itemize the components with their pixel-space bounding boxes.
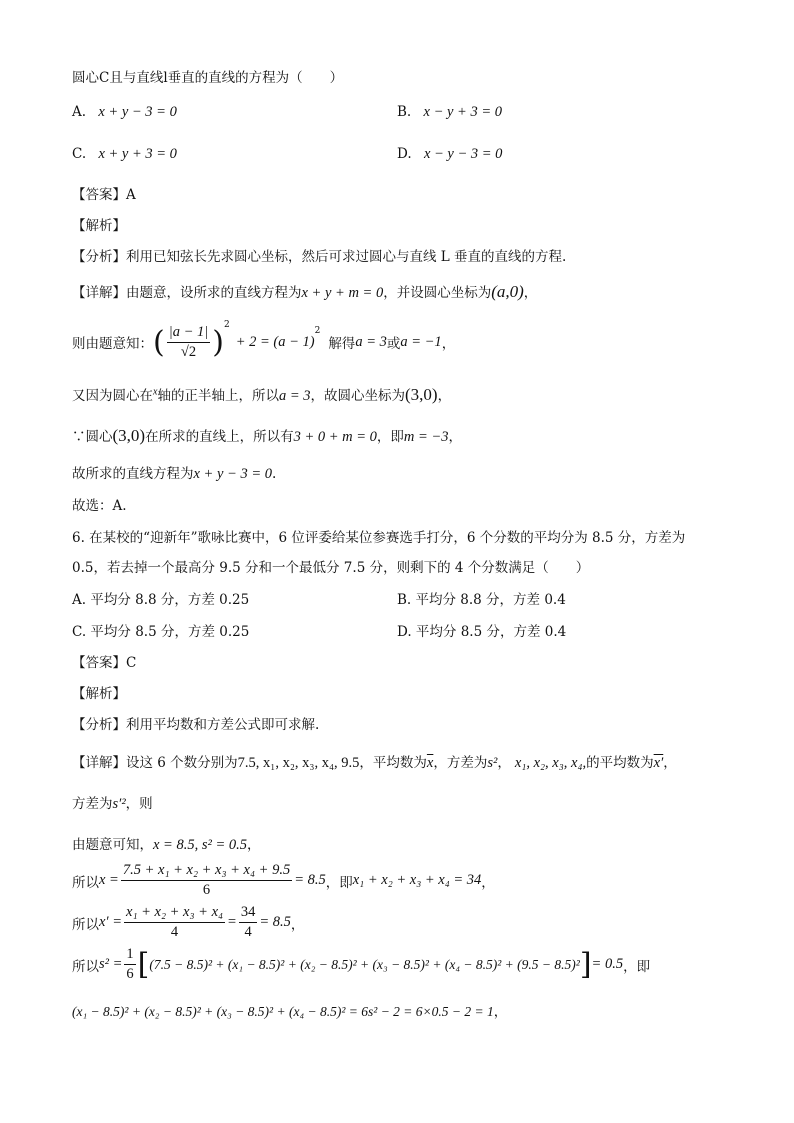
step-5-eq: x + y − 3 = 0 (193, 466, 272, 482)
formula-line-4-rhs: = 0.5 (591, 956, 624, 972)
xiangjie-6-b: ，平均数为 (359, 755, 427, 771)
formula-line-5-end: ， (493, 1004, 508, 1020)
formula-line-1-end: ， (247, 837, 261, 853)
xiangjie-5-coord: (a,0) (491, 282, 524, 301)
xiangjie-6-f: ， (663, 755, 677, 771)
question-6-stem-2: 0.5，若去掉一个最高分 9.5 分和一个最低分 7.5 分，则剩下的 4 个分数满足（ ） (72, 560, 590, 576)
fenxi-5: 【分析】利用已知弦长先求圆心坐标，然后可求过圆心与直线 L 垂直的直线的方程. (72, 249, 567, 265)
formula-line-3-rhs: = 8.5 (259, 914, 291, 930)
xiangjie-6 (72, 751, 677, 772)
formula-line-2-lhs: x = (99, 872, 119, 888)
step-4-b: 在所求的直线上，所以有 (145, 429, 294, 445)
fenxi-6: 【分析】利用平均数和方差公式即可求解. (72, 717, 320, 733)
step-4-end: ， (448, 429, 462, 445)
formula-line-2-num: 7.5 + x₁ + x₂ + x₃ + x₄ + 9.5 (121, 862, 292, 881)
step-2-sol2: a = −1 (400, 333, 442, 350)
option-b-label: B. (397, 104, 412, 120)
formula-line-3-lhs: x′ = (99, 914, 123, 930)
step-3-x: x (153, 386, 158, 398)
step-5 (72, 462, 276, 483)
xiangjie-5-pre: 【详解】由题意，设所求的直线方程为 (72, 285, 302, 301)
formula-line-1 (72, 833, 261, 854)
xiangjie-6-xbar: $\overline{x}$ (426, 755, 434, 771)
option-a-text: x + y − 3 = 0 (98, 104, 177, 120)
formula-line-2 (72, 862, 495, 899)
formula-line-3-den2: 4 (244, 924, 252, 940)
formula-line-3-a: 所以 (72, 916, 99, 933)
xiangjie-6-s2: s² (487, 755, 498, 771)
formula-line-4-den: 6 (126, 966, 134, 982)
step-4-m: m = −3 (403, 429, 449, 445)
xiangjie-6-c: ，方差为 (433, 755, 488, 771)
answer-5: 【答案】A (72, 187, 136, 203)
option-c (72, 146, 177, 163)
step-2-end: ， (441, 336, 456, 352)
choose-5: 故选：A. (72, 498, 127, 514)
xiangjie-6-nums2: x₁, x₂, x₃, x₄, (514, 755, 587, 771)
step-4-eq: 3 + 0 + m = 0 (293, 429, 377, 445)
step-2: 则由题意知： ( $\frac{|a - 1|}{√2}$ ) $^2$ + 2 = (a − 1) $^2$ 解得 a = 3 或 a = −1 ， (72, 320, 456, 360)
step-3-a: 又因为圆心在 (72, 388, 153, 404)
formula-line-1-eq: x = 8.5, s² = 0.5 (153, 837, 247, 853)
formula-line-3-num: x₁ + x₂ + x₃ + x₄ (124, 904, 225, 923)
step-4-coord: (3,0) (112, 426, 146, 445)
xiangjie-6-line2-a: 方差为 (72, 796, 113, 812)
step-3-end: ， (437, 388, 452, 404)
question-5-stem: 圆心C且与直线l垂直的直线的方程为（ ） (72, 70, 344, 86)
step-3-aval: a = 3 (278, 388, 311, 404)
step-4-c: ，即 (376, 429, 404, 445)
step-2-sol1: a = 3 (355, 333, 387, 350)
answer-6: 【答案】C (72, 655, 137, 671)
xiangjie-6-d: ， (497, 755, 511, 771)
formula-line-2-end: ， (481, 874, 495, 891)
analysis-title-5: 【解析】 (72, 218, 126, 234)
xiangjie-6-line2 (72, 792, 153, 813)
formula-line-3-frac (124, 904, 225, 941)
step-2-frac-den: √2 (180, 343, 197, 360)
xiangjie-6-line2-s: s′² (112, 796, 126, 812)
formula-line-2-rhs: = 8.5 (294, 872, 326, 888)
formula-line-3-mid: = (227, 914, 237, 930)
step-4-a: ∵圆心 (72, 429, 113, 445)
step-3-b: 轴的正半轴上，所以 (157, 388, 279, 404)
formula-line-4-num: 1 (124, 946, 135, 965)
step-3 (72, 384, 451, 405)
formula-line-4-b: ，即 (623, 958, 651, 975)
analysis-title-6: 【解析】 (72, 686, 126, 702)
formula-line-4-frac (124, 946, 135, 983)
step-3-c: ，故圆心坐标为 (310, 388, 405, 404)
option-a (72, 104, 177, 121)
formula-line-3 (72, 904, 304, 941)
formula-line-2-eq: x₁ + x₂ + x₃ + x₄ = 34 (352, 872, 482, 888)
step-5-end: . (271, 466, 277, 482)
formula-line-5-eq: (x₁ − 8.5)² + (x₂ − 8.5)² + (x₃ − 8.5)² + (x₄ − 8.5)² = 6s² − 2 = 6×0.5 − 2 = 1 (72, 1004, 494, 1019)
xiangjie-6-a: 【详解】设这 6 个数分别为 (72, 755, 238, 771)
formula-line-4-body: (7.5 − 8.5)² + (x₁ − 8.5)² + (x₂ − 8.5)² + (x₃ − 8.5)² + (x₄ − 8.5)² + (9.5 − 8.5)² (149, 956, 580, 972)
formula-line-3-end: ， (290, 916, 305, 933)
q6-option-c: C. 平均分 8.5 分，方差 0.25 (72, 624, 250, 640)
option-c-label: C. (72, 146, 87, 162)
step-4 (72, 425, 462, 446)
formula-line-4-lhs: s² = (99, 956, 123, 972)
option-d-label: D. (397, 146, 412, 162)
option-c-text: x + y + 3 = 0 (98, 146, 177, 162)
xiangjie-6-xbar2: x′ (653, 755, 664, 771)
xiangjie-6-nums: 7.5, x₁, x₂, x₃, x₄, 9.5 (237, 755, 360, 771)
formula-line-3-num2: 34 (239, 904, 258, 923)
formula-line-2-b: ，即 (325, 874, 353, 891)
step-2-frac (167, 324, 211, 361)
formula-line-1-a: 由题意可知， (72, 837, 153, 853)
xiangjie-5-eq: x + y + m = 0 (301, 285, 384, 301)
option-a-label: A. (72, 104, 87, 120)
step-5-pre: 故所求的直线方程为 (72, 466, 194, 482)
step-2-or: 或 (386, 336, 401, 352)
step-2-frac-num: |a − 1| (167, 324, 211, 343)
xiangjie-6-line2-b: ，则 (125, 796, 153, 812)
option-d-text: x − y − 3 = 0 (423, 146, 503, 162)
formula-line-5 (72, 1000, 507, 1020)
xiangjie-5-end: ， (523, 285, 538, 301)
formula-line-2-frac (121, 862, 292, 899)
step-2-pre: 则由题意知： (72, 336, 153, 352)
formula-line-3-den: 4 (170, 924, 179, 940)
formula-line-4-a: 所以 (72, 958, 99, 975)
q6-option-a: A. 平均分 8.8 分，方差 0.25 (72, 592, 250, 608)
question-6-stem-1: 6. 在某校的“迎新年”歌咏比赛中，6 位评委给某位参赛选手打分，6 个分数的平均分为 8.5 分，方差为 (72, 530, 686, 546)
xiangjie-6-e: 的平均数为 (586, 755, 654, 771)
formula-line-2-a: 所以 (72, 874, 99, 891)
option-b-text: x − y + 3 = 0 (423, 104, 502, 120)
xiangjie-5-mid: ，并设圆心坐标为 (383, 285, 492, 301)
step-3-coord: (3,0) (405, 385, 438, 404)
option-b (397, 104, 502, 121)
option-d (397, 146, 502, 163)
formula-line-4: 所以 s² = $\frac{1}{6}$ [ (7.5 − 8.5)² + (x₁ − 8.5)² + (x₂ − 8.5)² + (x₃ − 8.5)² + (x₄ − 8.5)² + (9.5 − 8.5)² ] = 0.5 ，即 (72, 946, 651, 982)
q6-option-b: B. 平均分 8.8 分，方差 0.4 (397, 592, 566, 608)
step-2-solve: 解得 (328, 336, 356, 352)
xiangjie-5 (72, 281, 537, 302)
formula-line-3-frac2 (239, 904, 258, 941)
q6-option-d: D. 平均分 8.5 分，方差 0.4 (397, 624, 567, 640)
formula-line-2-den: 6 (202, 882, 211, 898)
step-2-rest: + 2 = (a − 1) (235, 333, 315, 350)
